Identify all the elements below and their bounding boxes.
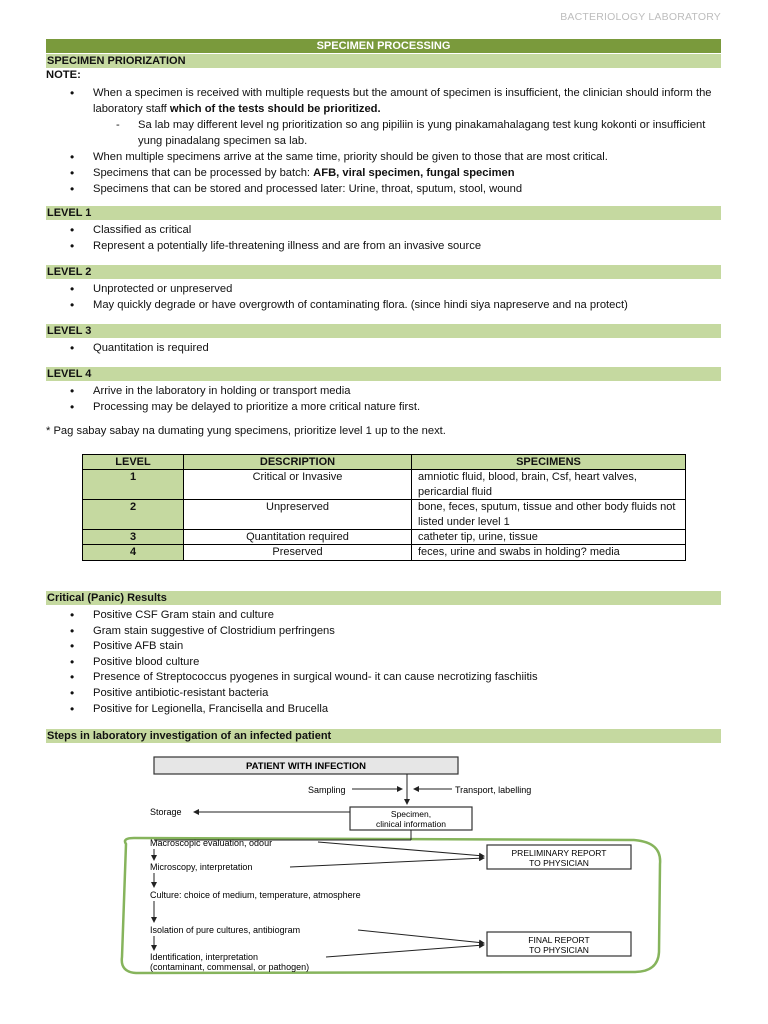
final-report-label-2: TO PHYSICIAN [529,945,589,955]
list-item [46,166,721,182]
cell-specimens: bone, feces, sputum, tissue and other body fluids not listed under level 1 [412,500,686,530]
table-row [83,545,686,560]
preliminary-report-label-1: PRELIMINARY REPORT [511,848,607,858]
level4-heading: LEVEL 4 [46,367,721,381]
specimen-label-2: clinical information [376,819,446,829]
transport-label: Transport, labelling [455,785,532,795]
list-item: • Arrive in the laboratory in holding or transport media [46,384,721,400]
list-item: • Classified as critical [46,223,721,239]
note-b3-text: Specimens that can be processed by batch: [93,166,314,179]
list-item [46,86,721,149]
col-header-level: LEVEL [83,455,184,470]
cell-specimens: amniotic fluid, blood, brain, Csf, heart valves, pericardial fluid [412,470,686,500]
cell-level: 3 [83,530,184,545]
table-row [83,500,686,530]
cell-description: Unpreserved [184,500,412,530]
isolation-label: Isolation of pure cultures, antibiogram [150,925,301,935]
cell-specimens: feces, urine and swabs in holding? media [412,545,686,560]
running-header: BACTERIOLOGY LABORATORY [560,11,721,23]
note-b3-bold: AFB, viral specimen, fungal specimen [313,166,515,179]
footnote: * Pag sabay sabay na dumating yung specimens, prioritize level 1 up to the next. [46,425,446,437]
sampling-label: Sampling [308,785,346,795]
preliminary-report-label-2: TO PHYSICIAN [529,858,589,868]
col-header-description: DESCRIPTION [184,455,412,470]
microscopy-label: Microscopy, interpretation [150,862,253,872]
identification-label-1: Identification, interpretation [150,952,259,962]
list-item: • May quickly degrade or have overgrowth of contaminating flora. (since hindi siya napreserve and na protect) [46,298,721,314]
list-item: • Quantitation is required [46,341,721,357]
note-b1-text: When a specimen is received with multiple requests but the amount of specimen is insufficient, the clinician should inform the laboratory staff [93,87,712,115]
critical-list [46,608,721,717]
list-item: • Unprotected or unpreserved [46,282,721,298]
list-item: • When multiple specimens arrive at the same time, priority should be given to those that are most critical. [46,150,721,166]
cell-level: 1 [83,470,184,500]
list-item: • Positive for Legionella, Francisella and Brucella [46,702,721,718]
steps-heading: Steps in laboratory investigation of an infected patient [46,729,721,743]
level1-heading: LEVEL 1 [46,206,721,220]
critical-heading: Critical (Panic) Results [46,591,721,605]
list-item: • Specimens that can be stored and processed later: Urine, throat, sputum, stool, wound [46,182,721,198]
list-item: • Presence of Streptococcus pyogenes in surgical wound- it can cause necrotizing faschiitis [46,670,721,686]
list-item: • Positive CSF Gram stain and culture [46,608,721,624]
table-row [83,470,686,500]
table-header-row [83,455,686,470]
cell-level: 4 [83,545,184,560]
note-b1-bold: which of the tests should be prioritized. [169,102,381,115]
priority-table [82,454,686,561]
list-item: • Gram stain suggestive of Clostridium perfringens [46,624,721,640]
list-item: • Positive antibiotic-resistant bacteria [46,686,721,702]
level2-list [46,282,721,313]
note-label: NOTE: [46,69,81,81]
list-item: • Represent a potentially life-threatening illness and are from an invasive source [46,239,721,255]
level2-heading: LEVEL 2 [46,265,721,279]
storage-label: Storage [150,807,182,817]
level1-list [46,223,721,254]
section-title-bar: SPECIMEN PROCESSING [46,39,721,53]
culture-label: Culture: choice of medium, temperature, atmosphere [150,890,361,900]
list-item: • Positive blood culture [46,655,721,671]
level4-list [46,384,721,415]
level3-heading: LEVEL 3 [46,324,721,338]
cell-specimens: catheter tip, urine, tissue [412,530,686,545]
macroscopic-label: Macroscopic evaluation, odour [150,838,273,848]
lab-investigation-flowchart [114,752,668,978]
cell-level: 2 [83,500,184,530]
note-list [46,86,721,197]
specimen-label-1: Specimen, [390,809,432,819]
list-item: • Processing may be delayed to prioritize a more critical nature first. [46,400,721,416]
identification-label-2: (contaminant, commensal, or pathogen) [150,962,310,972]
prioritization-heading: SPECIMEN PRIORIZATION [46,54,721,68]
cell-description: Quantitation required [184,530,412,545]
final-report-label-1: FINAL REPORT [528,935,590,945]
patient-label: PATIENT WITH INFECTION [246,761,366,772]
table-row [83,530,686,545]
cell-description: Preserved [184,545,412,560]
col-header-specimens: SPECIMENS [412,455,686,470]
list-item: • Positive AFB stain [46,639,721,655]
level3-list [46,341,721,357]
cell-description: Critical or Invasive [184,470,412,500]
sub-note: - Sa lab may different level ng prioritization so ang pipiliin is yung pinakamahalagang test kung kokonti or insufficient yung pinadalang specimen sa lab. [46,118,721,149]
